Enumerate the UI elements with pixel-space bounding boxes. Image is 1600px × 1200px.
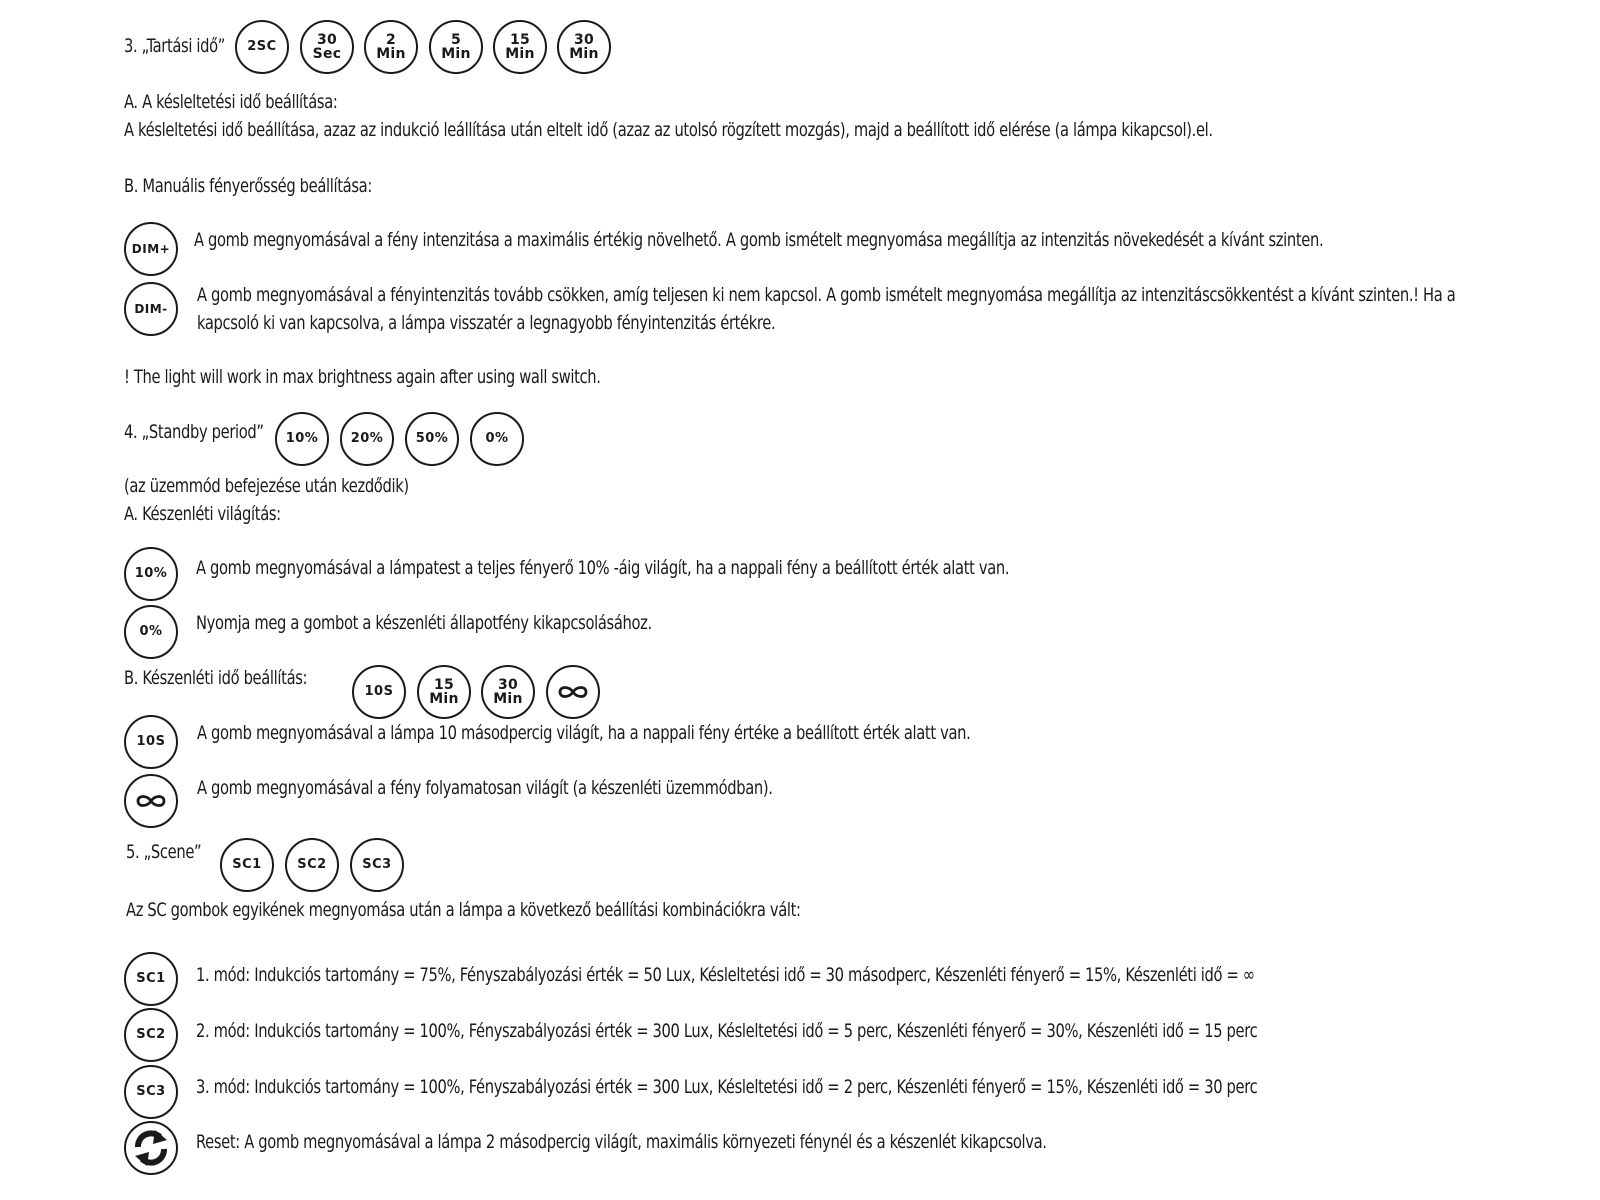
reset-icon [131, 1128, 171, 1168]
button-label: DIM+ [131, 242, 171, 256]
button-label: 10% [134, 566, 168, 581]
button-label: 2SC [247, 39, 277, 54]
button-label: 15 Min [429, 677, 459, 707]
scene-sc3-description: 3. mód: Indukciós tartomány = 100%, Fényszabályozási érték = 300 Lux, Késleltetési idő = 2 perc, Készenléti fényerő = 15%, Készenléti idő = 30 perc [196, 1076, 1258, 1098]
standby-time-button-30min[interactable] [481, 665, 535, 719]
standby-10-description: A gomb megnyomásával a lámpatest a teljes fényerő 10% -áig világít, ha a nappali fény a beállított érték alatt van. [196, 557, 1010, 579]
button-label: 10S [136, 734, 166, 749]
standby-time-button-10s[interactable] [352, 665, 406, 719]
button-label: 10% [285, 431, 319, 446]
standby-infinite-button[interactable] [124, 774, 178, 828]
scene-sc2-button[interactable] [124, 1008, 178, 1062]
button-label: 30 Sec [312, 32, 342, 62]
button-label: 15 Min [505, 32, 535, 62]
standby-infinite-description: A gomb megnyomásával a fény folyamatosan világít (a készenléti üzemmódban). [197, 777, 773, 799]
standby-button-0[interactable] [470, 412, 524, 466]
infinity-icon [135, 793, 167, 809]
scene-button-sc3[interactable] [350, 838, 404, 892]
scene-button-sc2[interactable] [285, 838, 339, 892]
button-label: DIM- [134, 302, 168, 316]
scene-sc1-description: 1. mód: Indukciós tartomány = 75%, Fényszabályozási érték = 50 Lux, Késleltetési idő = 30 másodperc, Készenléti fényerő = 15%, Készenléti idő = ∞ [196, 964, 1255, 986]
standby-0-button[interactable] [124, 605, 178, 659]
hold-time-button-5min[interactable] [429, 20, 483, 74]
section3-heading: 3. „Tartási idő” [124, 35, 226, 57]
standby-button-50[interactable] [405, 412, 459, 466]
scene-intro: Az SC gombok egyikének megnyomása után a lámpa a következő beállítási kombinációkra vált: [126, 899, 801, 921]
button-label: 20% [350, 431, 384, 446]
scene-sc1-button[interactable] [124, 952, 178, 1006]
standby-time-title: B. Készenléti idő beállítás: [124, 667, 308, 689]
infinity-icon [557, 684, 589, 700]
standby-10s-button[interactable] [124, 715, 178, 769]
button-label: SC2 [136, 1027, 166, 1042]
button-label: 50% [415, 431, 449, 446]
dim-plus-description: A gomb megnyomásával a fény intenzitása a maximális értékig növelhető. A gomb ismételt megnyomása megállítja az intenzitás növekedését a kívánt szinten. [194, 229, 1324, 251]
scene-sc2-description: 2. mód: Indukciós tartomány = 100%, Fényszabályozási érték = 300 Lux, Késleltetési idő = 5 perc, Készenléti fényerő = 30%, Készenléti idő = 15 perc [196, 1020, 1258, 1042]
scene-button-sc1[interactable] [220, 838, 274, 892]
reset-button[interactable] [124, 1121, 178, 1175]
standby-subtitle: (az üzemmód befejezése után kezdődik) [124, 475, 409, 497]
button-label: 5 Min [441, 32, 471, 62]
standby-10s-description: A gomb megnyomásával a lámpa 10 másodpercig világít, ha a nappali fény értéke a beállított érték alatt van. [197, 722, 971, 744]
standby-time-button-15min[interactable] [417, 665, 471, 719]
dim-minus-button[interactable] [124, 282, 178, 336]
button-label: 0% [139, 624, 163, 639]
hold-time-button-30min[interactable] [557, 20, 611, 74]
button-label: 0% [485, 431, 509, 446]
button-label: 30 Min [493, 677, 523, 707]
dim-minus-description: A gomb megnyomásával a fényintenzitás tovább csökken, amíg teljesen ki nem kapcsol. A gomb ismételt megnyomása megállítja az intenzitáscsökkentést a kívánt szinten.! Ha a [197, 284, 1456, 306]
dim-plus-button[interactable] [124, 222, 178, 276]
section4-heading: 4. „Standby period” [124, 421, 264, 443]
standby-lighting-title: A. Készenléti világítás: [124, 503, 281, 525]
standby-0-description: Nyomja meg a gombot a készenléti állapotfény kikapcsolásához. [196, 612, 652, 634]
manual-brightness-title: B. Manuális fényerősség beállítása: [124, 175, 372, 197]
hold-time-button-30sec[interactable] [300, 20, 354, 74]
button-label: SC3 [362, 857, 392, 872]
dim-minus-description-cont: kapcsoló ki van kapcsolva, a lámpa visszatér a legnagyobb fényintenzitás értékre. [197, 312, 776, 334]
section5-heading: 5. „Scene” [126, 841, 202, 863]
button-label: 30 Min [569, 32, 599, 62]
button-label: SC1 [232, 857, 262, 872]
button-label: SC1 [136, 971, 166, 986]
hold-time-button-2min[interactable] [364, 20, 418, 74]
button-label: SC3 [136, 1084, 166, 1099]
standby-button-20[interactable] [340, 412, 394, 466]
hold-time-button-15min[interactable] [493, 20, 547, 74]
standby-10-button[interactable] [124, 547, 178, 601]
standby-button-10[interactable] [275, 412, 329, 466]
button-label: 10S [364, 684, 394, 699]
delay-setting-text: A késleltetési idő beállítása, azaz az indukció leállítása után eltelt idő (azaz az utolsó rögzített mozgás), majd a beállított idő elérése (a lámpa kikapcsol).el. [124, 119, 1213, 141]
scene-sc3-button[interactable] [124, 1065, 178, 1119]
standby-time-button-infinite[interactable] [546, 665, 600, 719]
reset-description: Reset: A gomb megnyomásával a lámpa 2 másodpercig világít, maximális környezeti fénynél és a készenlét kikapcsolva. [196, 1131, 1047, 1153]
button-label: 2 Min [376, 32, 406, 62]
delay-setting-title: A. A késleltetési idő beállítása: [124, 91, 338, 113]
wall-switch-note: ! The light will work in max brightness again after using wall switch. [124, 366, 601, 388]
hold-time-button-2sc[interactable] [235, 20, 289, 74]
button-label: SC2 [297, 857, 327, 872]
